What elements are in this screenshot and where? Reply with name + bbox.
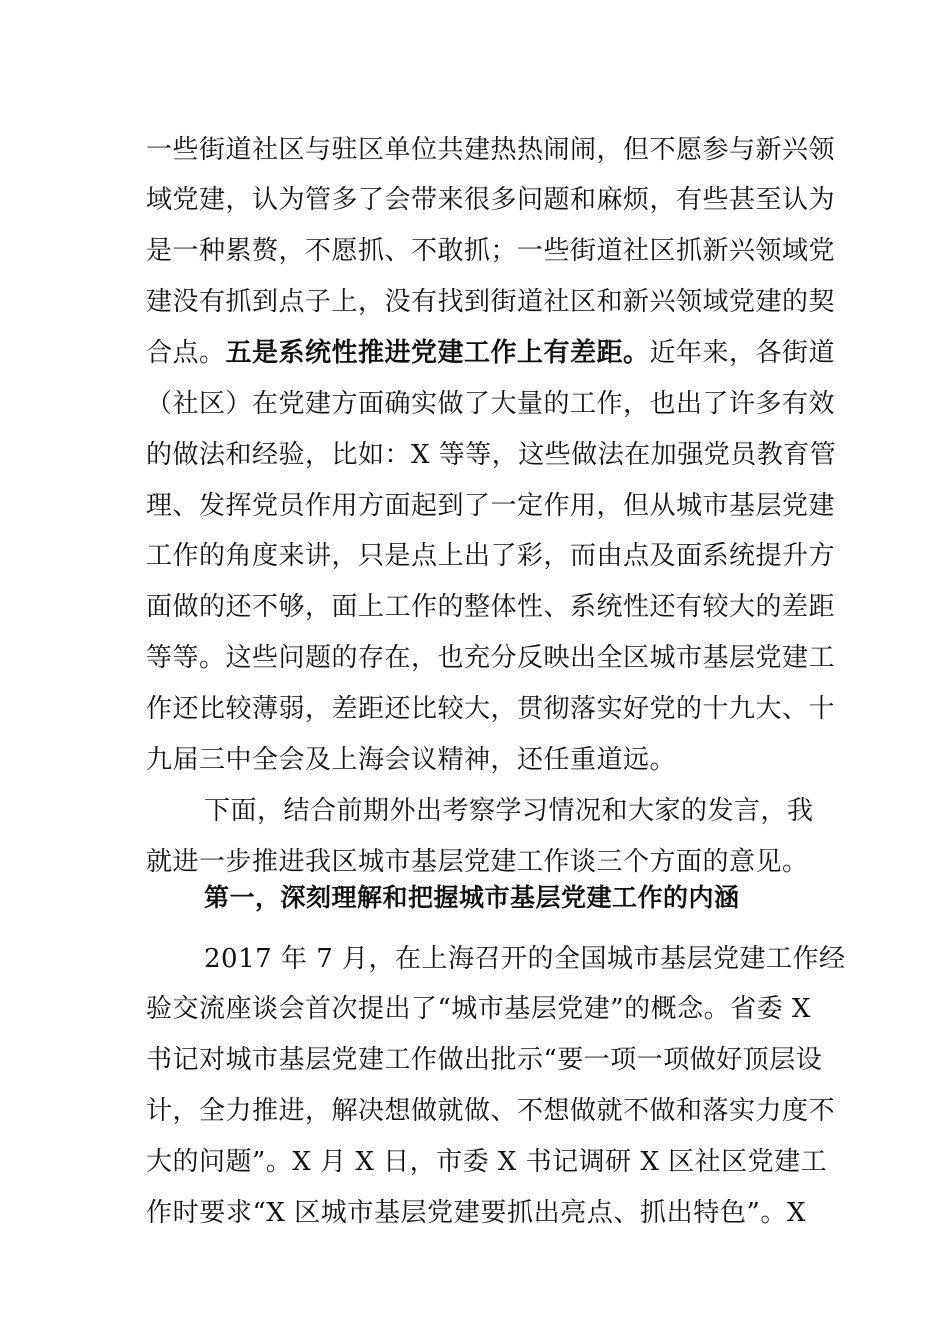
body-text-line: 九届三中全会及上海会议精神，还任重道远。 — [146, 745, 677, 775]
body-text-line: 大的问题”。X 月 X 日，市委 X 书记调研 X 区社区党建工 — [146, 1147, 828, 1177]
body-text-line: 2017 年 7 月，在上海召开的全国城市基层党建工作经 — [204, 944, 846, 974]
body-text-segment: 合点。 — [146, 338, 226, 368]
section-heading: 第一，深刻理解和把握城市基层党建工作的内涵 — [204, 883, 740, 912]
body-text-line: 计，全力推进，解决想做就做、不想做就不做和落实力度不 — [146, 1096, 836, 1126]
body-text-line: 书记对城市基层党建工作做出批示“要一项一项做好顶层设 — [146, 1045, 823, 1075]
body-text-line: 理、发挥党员作用方面起到了一定作用，但从城市基层党建 — [146, 491, 836, 521]
body-text-line: 等等。这些问题的存在，也充分反映出全区城市基层党建工 — [146, 643, 836, 673]
body-text-segment: 近年来，各街道 — [649, 338, 836, 368]
body-text-line: 的做法和经验，比如：X 等等，这些做法在加强党员教育管 — [146, 440, 837, 470]
body-text-line: 建没有抓到点子上，没有找到街道社区和新兴领域党建的契 — [146, 287, 836, 317]
body-text-line: 域党建，认为管多了会带来很多问题和麻烦，有些甚至认为 — [146, 185, 836, 215]
body-text-line: （社区）在党建方面确实做了大量的工作，也出了许多有效 — [146, 389, 836, 419]
body-text-line: 就进一步推进我区城市基层党建工作谈三个方面的意见。 — [146, 847, 809, 877]
bold-point-five: 五是系统性推进党建工作上有差距。 — [225, 338, 650, 368]
body-text-line: 一些街道社区与驻区单位共建热热闹闹，但不愿参与新兴领 — [146, 135, 836, 165]
body-text-line: 作时要求“X 区城市基层党建要抓出亮点、抓出特色”。X — [146, 1198, 806, 1228]
body-text-line: 工作的角度来讲，只是点上出了彩，而由点及面系统提升方 — [146, 541, 836, 571]
body-text-line — [146, 335, 836, 371]
body-text-line: 验交流座谈会首次提出了“城市基层党建”的概念。省委 X — [146, 994, 811, 1024]
body-text-line: 下面，结合前期外出考察学习情况和大家的发言，我 — [204, 796, 814, 826]
body-text-line: 作还比较薄弱，差距还比较大，贯彻落实好党的十九大、十 — [146, 694, 836, 724]
body-text-line: 是一种累赘，不愿抓、不敢抓；一些街道社区抓新兴领域党 — [146, 236, 836, 266]
body-text-line: 面做的还不够，面上工作的整体性、系统性还有较大的差距 — [146, 592, 836, 622]
